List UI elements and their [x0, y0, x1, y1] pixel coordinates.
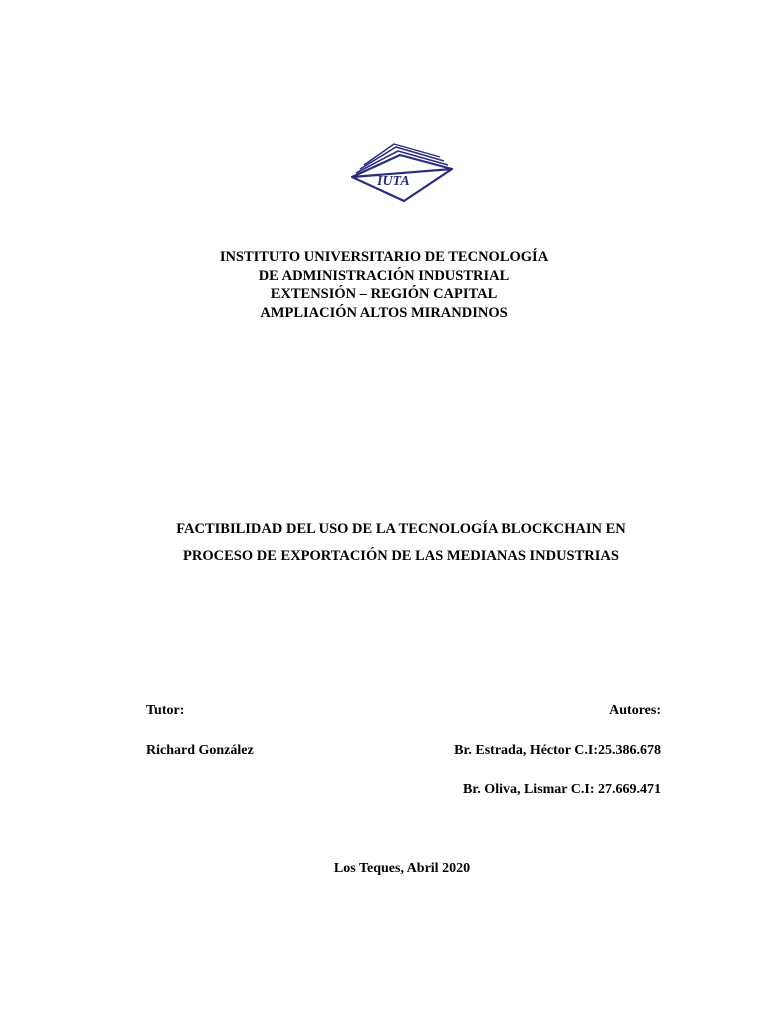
- institution-line-2: DE ADMINISTRACIÓN INDUSTRIAL: [258, 267, 510, 284]
- place-date: Los Teques, Abril 2020: [333, 861, 471, 876]
- title-line-2: PROCESO DE EXPORTACIÓN DE LAS MEDIANAS INDUSTRIAS: [183, 548, 619, 564]
- tutor-name: Richard González: [146, 743, 254, 758]
- author-2: Br. Oliva, Lismar C.I: 27.669.471: [463, 782, 661, 797]
- iuta-logo: [348, 141, 458, 205]
- institution-header: [0, 248, 768, 322]
- institution-line-4: AMPLIACIÓN ALTOS MIRANDINOS: [260, 304, 508, 321]
- institution-line-1: INSTITUTO UNIVERSITARIO DE TECNOLOGÍA: [219, 249, 549, 265]
- title-line-1: FACTIBILIDAD DEL USO DE LA TECNOLOGÍA BLOCKCHAIN EN: [176, 521, 626, 537]
- tutor-label: Tutor:: [146, 703, 185, 718]
- document-title: [0, 516, 768, 570]
- authors-label: Autores:: [609, 703, 661, 718]
- logo-wordmark: IUTA: [377, 174, 410, 189]
- institution-line-3: EXTENSIÓN – REGIÓN CAPITAL: [270, 286, 498, 302]
- author-1: Br. Estrada, Héctor C.I:25.386.678: [454, 743, 661, 758]
